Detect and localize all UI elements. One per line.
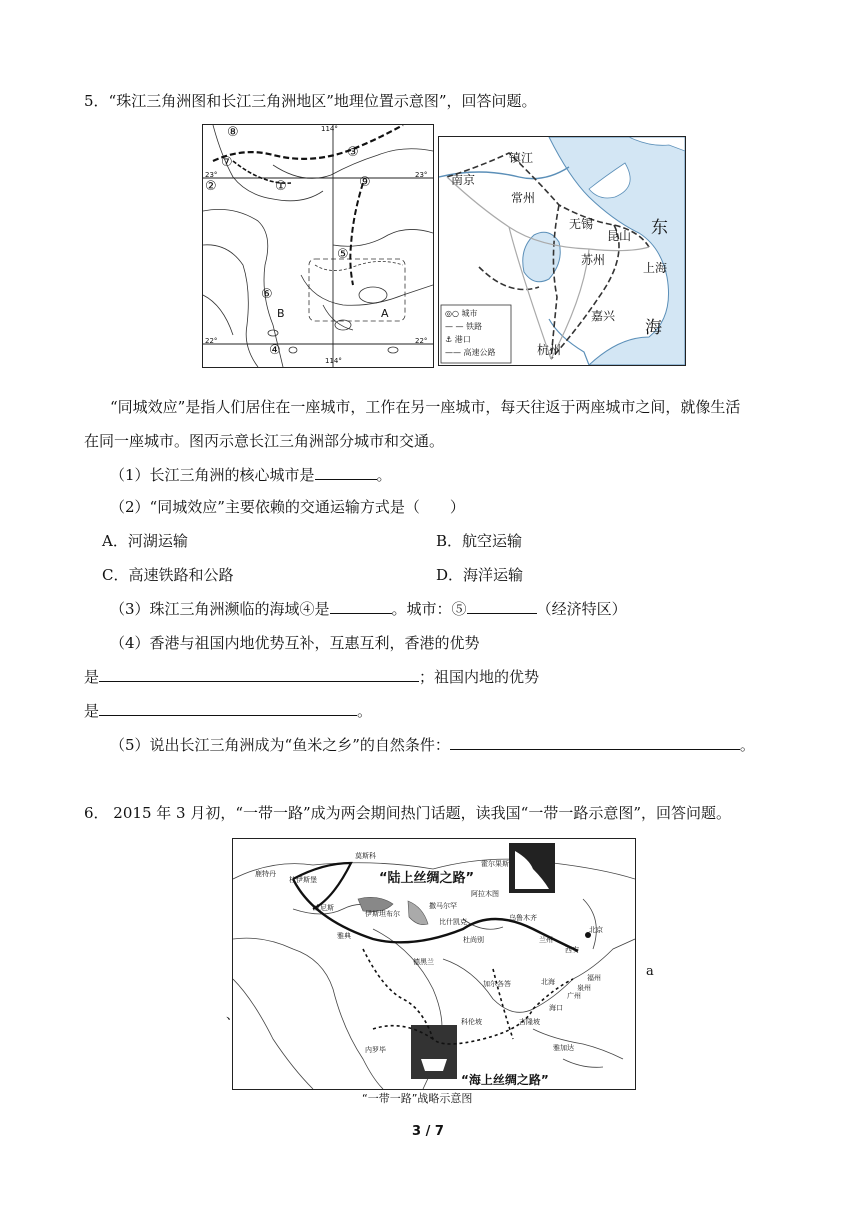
place-colombo: 科伦坡 (461, 1018, 482, 1026)
city-suzhou: 苏州 (581, 253, 606, 267)
marker-1: ① (275, 179, 287, 194)
legend-city: 城市 (461, 309, 478, 318)
answer-blank-5[interactable] (450, 735, 740, 750)
lat-label-23-left: 23° (205, 171, 218, 179)
q6-heading: 6． 2015 年 3 月初，“一带一路”成为两会期间热门话题，读我国“一带一路示意图”，回答问题。 (84, 804, 732, 822)
city-shanghai: 上海 (643, 261, 668, 275)
marker-7: ⑦ (221, 155, 233, 170)
place-duisburg: 杜伊斯堡 (289, 876, 317, 884)
q5-sub4-line1: （4）香港与祖国内地优势互补，互惠互利，香港的优势 (110, 634, 480, 652)
place-jakarta: 雅加达 (553, 1044, 574, 1052)
yangtze-river-delta-map (438, 136, 686, 366)
place-guangzhou: 广州 (567, 992, 581, 1000)
marker-6: ⑥ (261, 287, 273, 302)
answer-blank-4a[interactable] (99, 667, 419, 682)
q5-sub4-mid: ；祖国内地的优势 (419, 668, 540, 686)
q5-sub3-a: （3）珠江三角洲濒临的海域④是 (110, 600, 330, 618)
q5-sub5-text: （5）说出长江三角洲成为“鱼米之乡”的自然条件： (110, 736, 450, 754)
city-nanjing: 南京 (451, 173, 476, 187)
place-lanzhou: 兰州 (539, 936, 553, 944)
marker-5: ⑤ (337, 247, 349, 262)
q5-paragraph-line2: 在同一座城市。图丙示意长江三角洲部分城市和交通。 (84, 432, 445, 450)
q5-heading: 5．“珠江三角洲图和长江三角洲地区”地理位置示意图”，回答问题。 (84, 92, 537, 110)
map-legend (445, 307, 496, 359)
place-tehran: 德黑兰 (413, 958, 434, 966)
answer-blank-3b[interactable] (467, 599, 537, 614)
legend-railway: 铁路 (466, 322, 483, 331)
stray-mark: 、 (226, 1008, 240, 1023)
marker-a: A (381, 307, 389, 320)
place-venice: 威尼斯 (313, 904, 334, 912)
place-beihai: 北海 (541, 978, 555, 986)
marker-8: ⑧ (227, 125, 239, 140)
lat-label-22-left: 22° (205, 337, 218, 345)
place-moscow: 莫斯科 (355, 852, 376, 860)
marker-2: ② (205, 179, 217, 194)
marker-b: B (277, 307, 285, 320)
marker-9: ⑨ (359, 175, 371, 190)
place-fuzhou: 福州 (587, 974, 601, 982)
place-haikou: 海口 (549, 1004, 563, 1012)
option-a[interactable]: A．河湖运输 (102, 532, 188, 550)
q5-sub3-b: 。城市：⑤ (391, 600, 467, 618)
lat-label-22-right: 22° (415, 337, 428, 345)
place-xian: 西安 (565, 946, 579, 954)
option-b[interactable]: B．航空运输 (436, 532, 523, 550)
belt-and-road-map (232, 838, 636, 1090)
legend-port: 港口 (454, 335, 471, 344)
place-dushanbe: 杜尚别 (463, 936, 484, 944)
belt-and-road-caption: “一带一路”战略示意图 (362, 1092, 473, 1105)
option-d[interactable]: D．海洋运输 (436, 566, 524, 584)
q5-sub5 (110, 734, 755, 755)
stray-letter-a: a (646, 964, 654, 979)
place-nairobi: 内罗毕 (365, 1046, 386, 1054)
place-urumqi: 乌鲁木齐 (509, 914, 537, 922)
place-athens: 雅典 (337, 932, 351, 940)
q5-sub4-line3 (84, 700, 372, 721)
marker-4: ④ (269, 343, 281, 358)
q5-sub4-shi2: 是 (84, 702, 100, 720)
answer-blank-3a[interactable] (330, 599, 392, 614)
option-c[interactable]: C．高速铁路和公路 (102, 566, 234, 584)
legend-railway-symbol: — — (445, 322, 464, 331)
answer-blank-1[interactable] (315, 465, 377, 480)
place-beijing: 北京 (589, 926, 603, 934)
place-almaty: 阿拉木图 (471, 890, 499, 898)
q5-sub1-end: 。 (376, 466, 392, 484)
city-hangzhou: 杭州 (537, 343, 562, 357)
place-rotterdam: 鹿特丹 (255, 870, 276, 878)
legend-highway: 高速公路 (463, 348, 496, 357)
q5-sub2: （2）“同城效应”主要依赖的交通运输方式是（ ） (110, 498, 465, 516)
place-kuala-lumpur: 吉隆坡 (519, 1018, 540, 1026)
lat-label-23-right: 23° (415, 171, 428, 179)
q5-sub4-line2 (84, 666, 539, 687)
label-land-silk-road: “陆上丝绸之路” (379, 871, 475, 886)
q5-sub4-shi: 是 (84, 668, 100, 686)
place-quanzhou: 泉州 (577, 984, 591, 992)
place-istanbul: 伊斯坦布尔 (365, 910, 400, 918)
city-jiaxing: 嘉兴 (591, 309, 616, 323)
lon-label-bottom: 114° (325, 357, 342, 365)
q5-sub3 (110, 598, 627, 619)
q5-sub1 (110, 464, 392, 485)
pearl-river-delta-map (202, 124, 434, 368)
marker-3: ③ (347, 145, 359, 160)
city-wuxi: 无锡 (569, 217, 594, 231)
lon-label-top: 114° (321, 125, 338, 133)
city-zhenjiang: 镇江 (509, 151, 534, 165)
q5-sub5-end: 。 (739, 736, 755, 754)
place-kolkata: 加尔各答 (483, 980, 511, 988)
q5-sub1-text: （1）长江三角洲的核心城市是 (110, 466, 315, 484)
city-changzhou: 常州 (511, 191, 536, 205)
sea-label-dong: 东 (651, 218, 668, 238)
anchor-icon: ⚓ (445, 335, 453, 344)
q5-sub4-end: 。 (357, 702, 373, 720)
legend-city-symbol: ◎○ (445, 309, 459, 318)
place-horgos: 霍尔果斯 (481, 860, 509, 868)
answer-blank-4b[interactable] (99, 701, 357, 716)
page-number: 3 / 7 (412, 1124, 444, 1139)
label-sea-silk-road: “海上丝绸之路” (461, 1073, 549, 1087)
sea-label-hai: 海 (645, 318, 662, 338)
place-bishkek: 比什凯克 (439, 918, 467, 926)
city-kunshan: 昆山 (607, 229, 632, 243)
legend-highway-symbol: —— (445, 348, 461, 357)
q5-sub3-c: （经济特区） (536, 600, 627, 618)
q5-paragraph-line1: “同城效应”是指人们居住在一座城市，工作在另一座城市，每天往返于两座城市之间，就像生活 (110, 398, 741, 416)
place-samarkand: 撒马尔罕 (429, 902, 457, 910)
